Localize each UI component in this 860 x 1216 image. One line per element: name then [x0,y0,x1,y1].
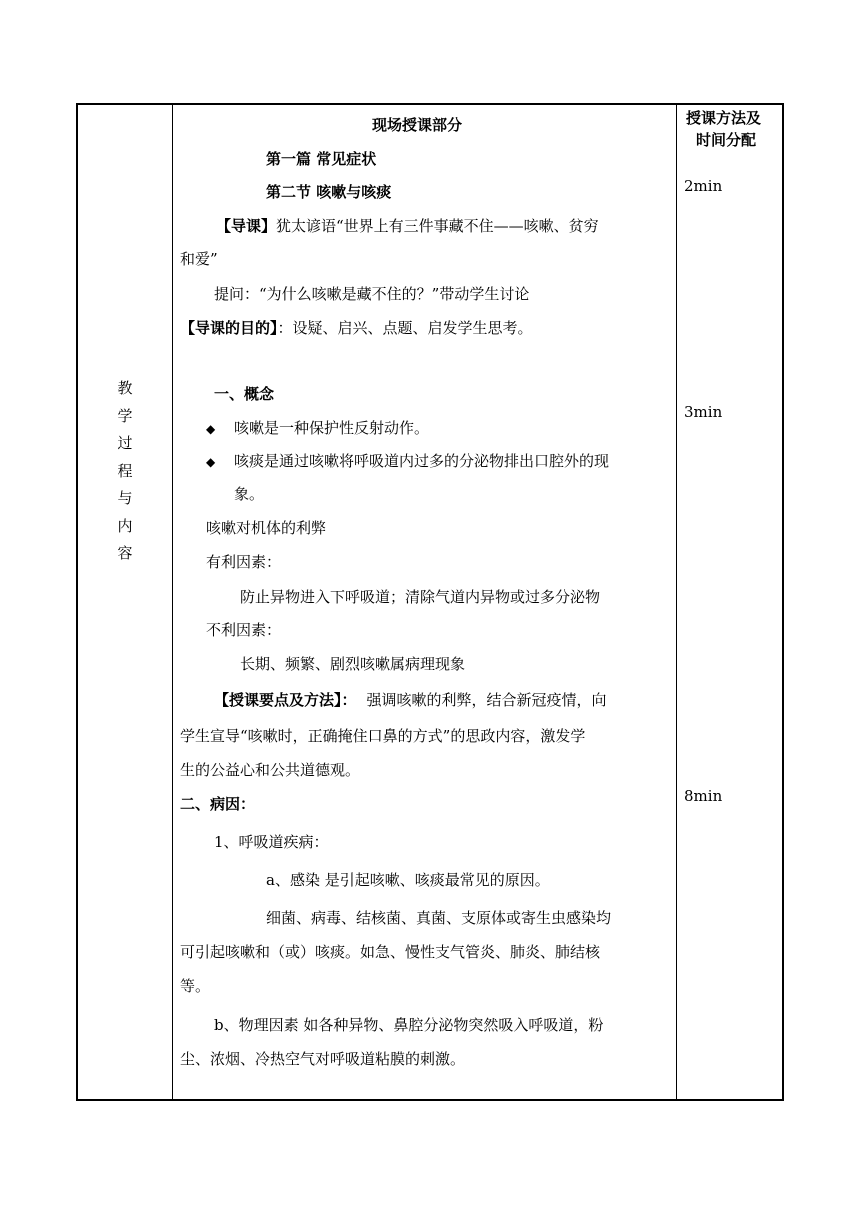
cause-1b-line2: 尘、浓烟、冷热空气对呼吸道粘膜的刺激。 [180,1050,466,1068]
column-divider-right [676,105,677,1099]
key-points-line2: 学生宣导“咳嗽时，正确掩住口鼻的方式”的思政内容，激发学 [180,727,586,745]
bullet-2-line2: 象。 [234,485,265,503]
pros-label: 有利因素： [206,553,282,571]
section-title: 现场授课部分 [372,116,463,134]
pros-text: 防止异物进入下呼吸道；清除气道内异物或过多分泌物 [240,588,601,606]
left-char: 教 [117,379,133,397]
chapter-title: 第一篇 常见症状 [266,150,377,168]
time-allocation: 8min [684,787,723,805]
intro-line-1 [216,216,599,236]
cause-1a-detail-1: 细菌、病毒、结核菌、真菌、支原体或寄生虫感染均 [266,909,612,927]
purpose-text: ：设疑、启兴、点题、启发学生思考。 [277,319,533,337]
section-subtitle: 第二节 咳嗽与咳痰 [266,183,392,201]
purpose-line [180,318,533,338]
pros-cons-title: 咳嗽对机体的利弊 [206,519,327,537]
bullet-diamond-icon: ◆ [206,455,216,469]
left-char: 学 [117,406,133,425]
left-char: 内 [117,516,133,535]
key-points-line1 [214,690,607,710]
left-char: 容 [117,544,133,562]
cause-1a-detail-2: 可引起咳嗽和（或）咳痰。如急、慢性支气管炎、肺炎、肺结核 [180,943,601,961]
key-points-label: 【授课要点及方法】： [214,691,357,709]
key-points-text: 强调咳嗽的利弊，结合新冠疫情，向 [366,691,607,709]
purpose-label: 【导课的目的】 [180,319,278,337]
cons-text: 长期、频繁、剧烈咳嗽属病理现象 [240,655,466,673]
cause-heading: 二、病因： [180,795,256,813]
concept-heading: 一、概念 [214,385,275,403]
cause-1: 1、呼吸道疾病： [214,833,329,851]
question-text: 提问：“为什么咳嗽是藏不住的？”带动学生讨论 [214,285,530,303]
time-allocation: 3min [684,403,723,421]
left-column-label [78,375,172,568]
intro-label: 【导课】 [216,217,277,235]
bullet-1: 咳嗽是一种保护性反射动作。 [234,419,430,437]
right-header-line1: 授课方法及 [686,109,762,127]
bullet-diamond-icon: ◆ [206,422,216,436]
left-char: 与 [117,489,133,507]
cons-label: 不利因素： [206,621,282,639]
intro-line-2: 和爱” [180,250,218,268]
time-allocation: 2min [684,177,723,195]
left-char: 程 [117,461,133,480]
right-header-line2: 时间分配 [696,131,757,149]
intro-text: 犹太谚语“世界上有三件事藏不住——咳嗽、贫穷 [276,217,599,235]
column-divider-left [172,105,173,1099]
cause-1b-line1: b、物理因素 如各种异物、鼻腔分泌物突然吸入呼吸道，粉 [214,1016,604,1034]
bullet-2-line1: 咳痰是通过咳嗽将呼吸道内过多的分泌物排出口腔外的现 [234,452,610,470]
cause-1a-detail-3: 等。 [180,977,211,995]
left-char: 过 [117,434,133,452]
cause-1a: a、感染 是引起咳嗽、咳痰最常见的原因。 [266,871,550,889]
key-points-line3: 生的公益心和公共道德观。 [180,761,361,779]
